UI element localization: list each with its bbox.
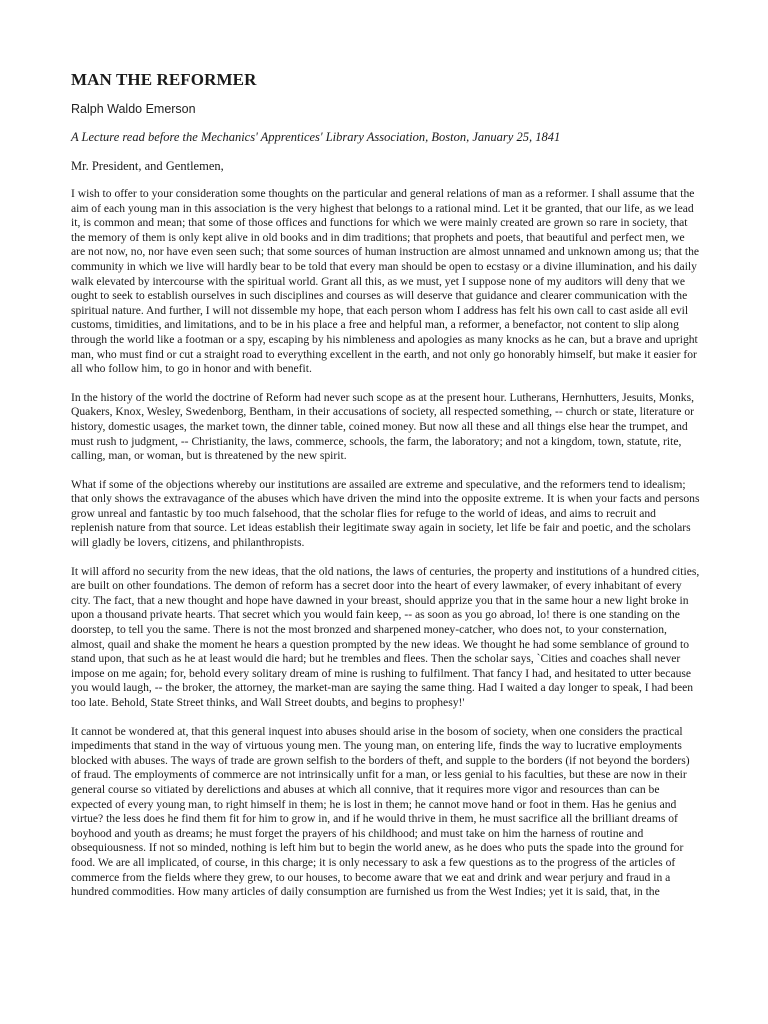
salutation: Mr. President, and Gentlemen, (71, 159, 224, 173)
paragraph-4: It will afford no security from the new ideas, that the old nations, the laws of centuries, the property and institutions of a hundred cities, are built on other foundations. The demon of reform has a secret door into the heart of every lawmaker, of every inhabitant of every city. The fact, that a new thought and hope have dawned in your breast, should apprize you that in the same hour a new light broke in upon a thousand private hearts. That secret which you would fain keep, -- as soon as you go abroad, lo! there is one standing on the doorstep, to tell you the same. There is not the most bronzed and sharpened money-catcher, who does not, to your consternation, almost, quail and shake the moment he hears a question prompted by the new ideas. We thought he had some semblance of ground to stand upon, that such as he at least would die hard; but he trembles and flees. Then the scholar says, `Cities and coaches shall never impose on me again; for, behold every solitary dream of mine is rushing to fulfilment. That fancy I had, and hesitated to utter because you would laugh, -- the broker, the attorney, the market-man are saying the same thing. Had I waited a day longer to speak, I had been too late. Behold, State Street thinks, and Wall Street doubts, and begins to prophesy!' (71, 564, 700, 709)
paragraph-1: I wish to offer to your consideration some thoughts on the particular and general relations of man as a reformer. I shall assume that the aim of each young man in this association is the very highest that belongs to a rational mind. Let it be granted, that our life, as we lead it, is common and mean; that some of those offices and functions for which we were mainly created are grown so rare in society, that the memory of them is only kept alive in old books and in dim traditions; that prophets and poets, that beautiful and perfect men, we are not now, no, nor have even seen such; that some sources of human instruction are almost unnamed and unknown among us; that the community in which we live will hardly bear to be told that every man should be open to ecstasy or a divine illumination, and his daily walk elevated by intercourse with the spiritual world. Grant all this, as we must, yet I suppose none of my auditors will deny that we ought to seek to establish ourselves in such disciplines and courses as will deserve that guidance and clearer communication with the spiritual nature. And further, I will not dissemble my hope, that each person whom I address has felt his own call to cast aside all evil customs, timidities, and limitations, and to be in his place a free and helpful man, a reformer, a benefactor, not content to slip along through the world like a footman or a spy, escaping by his nimbleness and apologies as many knocks as he can, but a brave and upright man, who must find or cut a straight road to everything excellent in the earth, and not only go honorably himself, but make it easier for all who follow him, to go in honor and with benefit. (71, 187, 700, 376)
paragraph-2: In the history of the world the doctrine of Reform had never such scope as at the present hour. Lutherans, Hernhutters, Jesuits, Monks, Quakers, Knox, Wesley, Swedenborg, Bentham, in their accusations of society, all respected something, -- church or state, literature or history, domestic usages, the market town, the dinner table, coined money. But now all these and all things else hear the trumpet, and must rush to judgment, -- Christianity, the laws, commerce, schools, the farm, the laboratory; and not a kingdom, town, statute, rite, calling, man, or woman, but is threatened by the new spirit. (71, 390, 695, 463)
paragraph-3: What if some of the objections whereby our institutions are assailed are extreme and speculative, and the reformers tend to idealism; that only shows the extravagance of the abuses which have driven the mind into the opposite extreme. It is when your facts and persons grow unreal and fantastic by too much falsehood, that the scholar flies for refuge to the world of ideas, and aims to recruit and replenish nature from that source. Let ideas establish their legitimate sway again in society, let life be fair and poetic, and the scholars will gladly be lovers, citizens, and philanthropists. (71, 477, 700, 550)
document-title: MAN THE REFORMER (71, 70, 257, 89)
lecture-subtitle: A Lecture read before the Mechanics' Apprentices' Library Association, Boston, January 25, 1841 (71, 130, 561, 144)
paragraph-5: It cannot be wondered at, that this general inquest into abuses should arise in the bosom of society, when one considers the practical impediments that stand in the way of virtuous young men. The young man, on entering life, finds the way to lucrative employments blocked with abuses. The ways of trade are grown selfish to the borders of theft, and supple to the borders (if not beyond the borders) of fraud. The employments of commerce are not intrinsically unfit for a man, or less genial to his faculties, but these are now in their general course so vitiated by derelictions and abuses at which all connive, that it requires more vigor and resources than can be expected of every young man, to right himself in them; he is lost in them; he cannot move hand or foot in them. Has he genius and virtue? the less does he find them fit for him to grow in, and if he would thrive in them, he must sacrifice all the brilliant dreams of boyhood and youth as dreams; he must forget the prayers of his childhood; and must take on him the harness of routine and obsequiousness. If not so minded, nothing is left him but to begin the world anew, as he does who puts the spade into the ground for food. We are all implicated, of course, in this charge; it is only necessary to ask a few questions as to the progress of the articles of commerce from the fields where they grew, to our houses, to become aware that we eat and drink and wear perjury and fraud in a hundred commodities. How many articles of daily consumption are furnished us from the West Indies; yet it is said, that, in the (71, 724, 690, 899)
document-page (71, 70, 701, 914)
author-name: Ralph Waldo Emerson (71, 102, 196, 116)
